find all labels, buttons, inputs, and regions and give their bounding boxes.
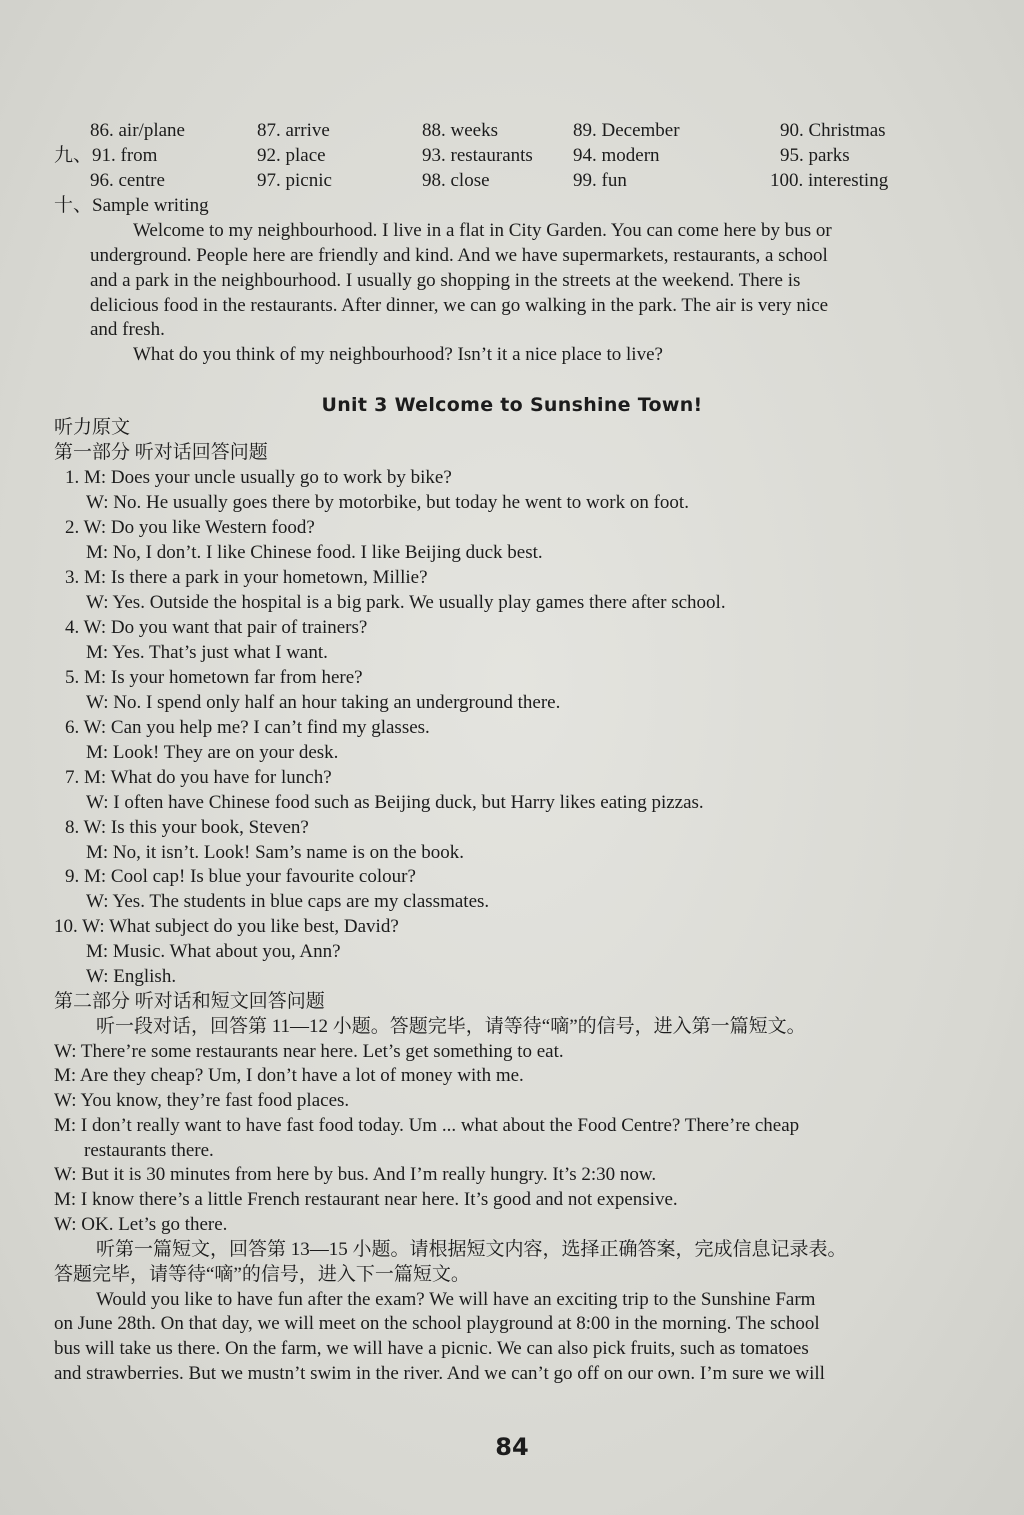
dialogue-line: M: Look! They are on your desk. (86, 742, 339, 763)
dialogue-line: 7. M: What do you have for lunch? (65, 767, 332, 788)
dialogue-line: W: Yes. The students in blue caps are my classmates. (86, 891, 490, 912)
answer-item: 97. picnic (257, 170, 332, 191)
writing-line: underground. People here are friendly and kind. And we have supermarkets, restaurants, a school (90, 245, 828, 266)
answer-row (0, 118, 1024, 143)
passage1-intro: 答题完毕，请等待“嘀”的信号，进入下一篇短文。 (54, 1264, 470, 1285)
listening-heading: 听力原文 (54, 417, 131, 438)
dialogue-line: 3. M: Is there a park in your hometown, Millie? (65, 567, 428, 588)
dialogue-line: 8. W: Is this your book, Steven? (65, 817, 309, 838)
answer-item: 九、91. from (54, 145, 158, 166)
writing-line: and fresh. (90, 319, 165, 340)
dialogue-line: 1. M: Does your uncle usually go to work by bike? (65, 467, 452, 488)
conversation-line: W: But it is 30 minutes from here by bus. And I’m really hungry. It’s 2:30 now. (54, 1164, 657, 1185)
answer-item: 86. air/plane (90, 120, 185, 141)
answer-item: 92. place (257, 145, 326, 166)
answer-item: 89. December (573, 120, 680, 141)
page-number: 84 (495, 1433, 529, 1461)
conversation-line: W: You know, they’re fast food places. (54, 1090, 350, 1111)
unit-title: Unit 3 Welcome to Sunshine Town! (321, 394, 703, 416)
dialogue-line: M: Yes. That’s just what I want. (86, 642, 328, 663)
dialogue-line: W: I often have Chinese food such as Beijing duck, but Harry likes eating pizzas. (86, 792, 704, 813)
dialogue-line: 4. W: Do you want that pair of trainers? (65, 617, 368, 638)
conversation-line: M: Are they cheap? Um, I don’t have a lot of money with me. (54, 1065, 524, 1086)
answer-item: 98. close (422, 170, 490, 191)
conversation-line: W: There’re some restaurants near here. Let’s get something to eat. (54, 1041, 564, 1062)
dialogue-line: W: No. He usually goes there by motorbike, but today he went to work on foot. (86, 492, 689, 513)
passage-line: on June 28th. On that day, we will meet on the school playground at 8:00 in the morning. The school (54, 1313, 820, 1334)
writing-line: and a park in the neighbourhood. I usually go shopping in the streets at the weekend. There is (90, 270, 801, 291)
passage-line: Would you like to have fun after the exam? We will have an exciting trip to the Sunshine Farm (96, 1289, 816, 1310)
answer-item: 95. parks (780, 145, 850, 166)
answer-item: 99. fun (573, 170, 627, 191)
dialogue-line: M: Music. What about you, Ann? (86, 941, 341, 962)
answer-item: 88. weeks (422, 120, 498, 141)
conversation-line: W: OK. Let’s go there. (54, 1214, 228, 1235)
part2-heading: 第二部分 听对话和短文回答问题 (54, 991, 325, 1012)
answer-item: 96. centre (90, 170, 165, 191)
answer-item: 100. interesting (770, 170, 889, 191)
dialogue-line: 6. W: Can you help me? I can’t find my glasses. (65, 717, 430, 738)
dialogue-line: M: No, it isn’t. Look! Sam’s name is on the book. (86, 842, 465, 863)
answer-item: 93. restaurants (422, 145, 533, 166)
dialogue-line: W: Yes. Outside the hospital is a big park. We usually play games there after school. (86, 592, 726, 613)
writing-line: Welcome to my neighbourhood. I live in a flat in City Garden. You can come here by bus or (133, 220, 832, 241)
conversation-line: M: I don’t really want to have fast food today. Um ... what about the Food Centre? There’re cheap (54, 1115, 800, 1136)
passage-line: bus will take us there. On the farm, we will have a picnic. We can also pick fruits, such as tomatoes (54, 1338, 809, 1359)
answer-item: 87. arrive (257, 120, 330, 141)
dialogue-line: 9. M: Cool cap! Is blue your favourite colour? (65, 866, 416, 887)
part2-intro: 听一段对话，回答第 11—12 小题。答题完毕，请等待“嘀”的信号，进入第一篇短文。 (96, 1016, 806, 1037)
answer-row (0, 168, 1024, 193)
conversation-line: M: I know there’s a little French restaurant near here. It’s good and not expensive. (54, 1189, 678, 1210)
dialogue-line: 2. W: Do you like Western food? (65, 517, 315, 538)
passage-line: and strawberries. But we mustn’t swim in the river. And we can’t go off on our own. I’m sure we will (54, 1363, 825, 1384)
answer-item: 94. modern (573, 145, 660, 166)
passage1-intro: 听第一篇短文，回答第 13—15 小题。请根据短文内容，选择正确答案，完成信息记录表。 (96, 1239, 847, 1260)
answer-row (0, 143, 1024, 168)
dialogue-line: 5. M: Is your hometown far from here? (65, 667, 363, 688)
dialogue-line: W: No. I spend only half an hour taking an underground there. (86, 692, 561, 713)
writing-line: What do you think of my neighbourhood? Isn’t it a nice place to live? (133, 344, 663, 365)
conversation-line: restaurants there. (84, 1140, 214, 1161)
answer-item: 90. Christmas (780, 120, 886, 141)
dialogue-line: M: No, I don’t. I like Chinese food. I like Beijing duck best. (86, 542, 543, 563)
dialogue-line: W: English. (86, 966, 177, 987)
part1-heading: 第一部分 听对话回答问题 (54, 442, 268, 463)
dialogue-line: 10. W: What subject do you like best, David? (54, 916, 399, 937)
writing-heading: 十、Sample writing (54, 195, 209, 216)
writing-line: delicious food in the restaurants. After dinner, we can go walking in the park. The air is very nice (90, 295, 829, 316)
